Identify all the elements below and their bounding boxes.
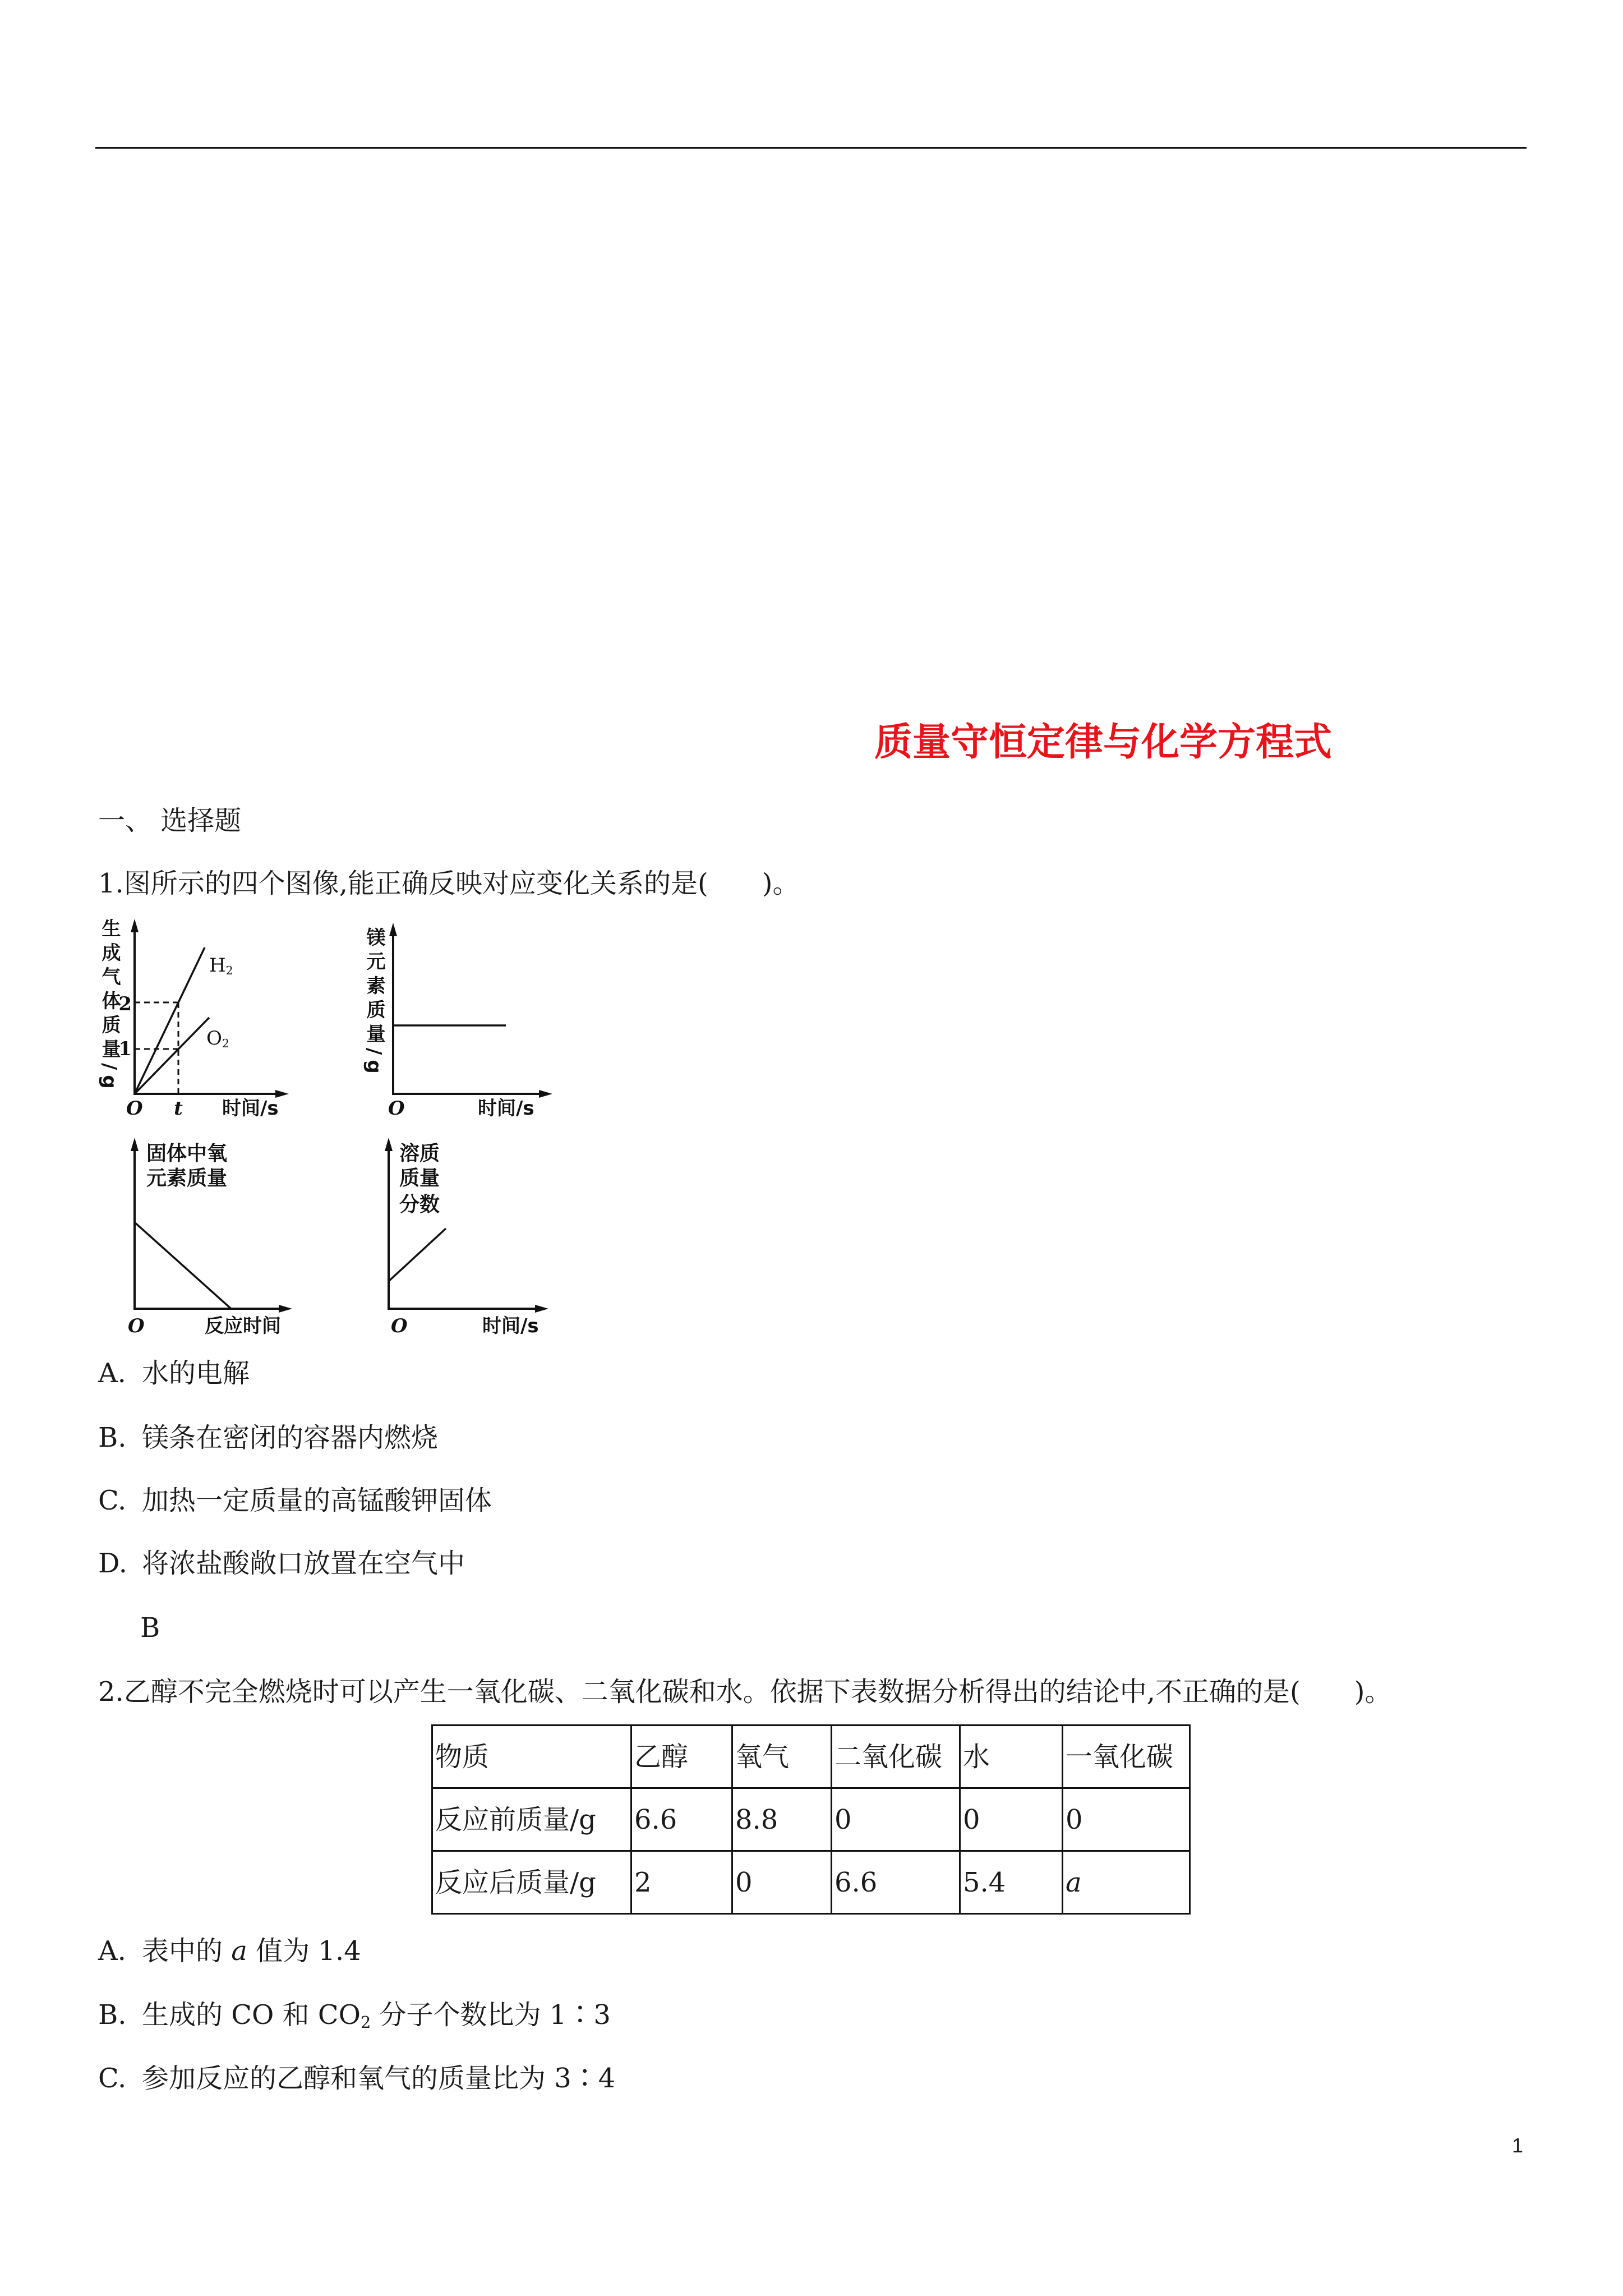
graph-4-y-label-line: 溶质 <box>399 1142 440 1165</box>
question-2-option-c <box>98 2062 615 2095</box>
option-text: 表中的 <box>142 1935 232 1967</box>
question-1-figure <box>84 909 578 1346</box>
graph-1 <box>131 919 289 1098</box>
table-header-cell: 氧气 <box>732 1726 832 1788</box>
table-cell: 反应前质量/g <box>432 1788 631 1851</box>
graph-2-y-arrow <box>389 923 397 936</box>
question-1-answer: B <box>140 1612 160 1644</box>
series-name: O <box>206 1027 222 1050</box>
table-header-cell: 一氧化碳 <box>1063 1726 1190 1788</box>
question-1-option-b <box>98 1421 438 1455</box>
graph-4-y-arrow <box>385 1138 393 1151</box>
graph-2 <box>389 923 552 1098</box>
graph-2-x-label: 时间/s <box>478 1097 534 1120</box>
question-1-option-d <box>98 1547 465 1580</box>
question-1-option-c <box>98 1484 492 1517</box>
graph-3-origin: O <box>128 1315 145 1337</box>
table-header-cell: 水 <box>960 1726 1063 1788</box>
table-cell: 0 <box>732 1851 832 1914</box>
table-header-cell: 二氧化碳 <box>832 1726 960 1788</box>
table-cell: a <box>1063 1851 1190 1914</box>
table-row <box>432 1788 1190 1851</box>
graph-2-origin: O <box>388 1097 405 1120</box>
question-2-option-b <box>98 1998 611 2032</box>
graph-1-series-label-o2 <box>206 1027 229 1050</box>
table-cell: 0 <box>960 1788 1063 1851</box>
table-row <box>432 1851 1190 1914</box>
option-label: B. <box>98 1422 127 1453</box>
question-1-option-a <box>98 1356 250 1390</box>
table-header-cell: 乙醇 <box>631 1726 732 1788</box>
option-text: 将浓盐酸敞口放置在空气中 <box>142 1548 465 1579</box>
graph-1-x-label: 时间/s <box>222 1097 279 1120</box>
graph-4-increasing-line <box>389 1228 446 1281</box>
option-label: A. <box>98 1935 126 1967</box>
graph-4-origin: O <box>391 1315 408 1337</box>
table-header-cell: 物质 <box>432 1726 631 1788</box>
question-2-option-a <box>98 1934 361 1968</box>
question-2-stem: 2.乙醇不完全燃烧时可以产生一氧化碳、二氧化碳和水。依据下表数据分析得出的结论中,不正确的是( )。 <box>98 1676 1392 1708</box>
option-subscript: 2 <box>360 2013 371 2032</box>
graph-4-y-label-line: 分数 <box>399 1193 440 1216</box>
series-name: H <box>209 954 226 977</box>
option-label: D. <box>98 1548 128 1579</box>
graph-4-x-label: 时间/s <box>482 1315 539 1337</box>
table-cell: 0 <box>832 1788 960 1851</box>
graph-1-h2-line <box>135 947 205 1094</box>
table-cell: 6.6 <box>832 1851 960 1914</box>
option-text: 水的电解 <box>142 1358 250 1389</box>
graph-1-y-tick: 2 <box>118 993 132 1015</box>
graph-3-y-label-line: 元素质量 <box>146 1167 228 1190</box>
graph-4-y-label-line: 质量 <box>399 1167 440 1190</box>
graph-1-series-label-h2 <box>209 954 233 977</box>
table-cell: 0 <box>1063 1788 1190 1851</box>
option-label: C. <box>98 1485 127 1516</box>
series-subscript: 2 <box>222 1037 229 1051</box>
table-cell: 6.6 <box>631 1788 732 1851</box>
table-cell: 5.4 <box>960 1851 1063 1914</box>
option-label: C. <box>98 2063 127 2094</box>
graph-1-y-arrow <box>131 919 139 932</box>
question-1-stem: 1.图所示的四个图像,能正确反映对应变化关系的是( )。 <box>98 868 800 899</box>
graph-3-decreasing-line <box>135 1222 231 1309</box>
option-label: A. <box>98 1358 126 1389</box>
table-cell: 反应后质量/g <box>432 1851 631 1914</box>
header-rule <box>95 147 1527 149</box>
graph-1-y-tick: 1 <box>118 1038 132 1060</box>
option-text: 值为 1.4 <box>247 1935 361 1967</box>
graph-3-x-label: 反应时间 <box>205 1315 281 1337</box>
graph-1-origin: O <box>126 1097 143 1120</box>
section-heading: 一、 选择题 <box>98 805 242 836</box>
graph-4-x-arrow <box>535 1305 548 1313</box>
graph-2-y-label: 镁元素质量/g <box>363 927 385 1079</box>
graph-1-x-tick: t <box>174 1097 183 1120</box>
figure-graphics <box>84 909 578 1346</box>
option-label: B. <box>98 1999 127 2031</box>
page-title: 质量守恒定律与化学方程式 <box>874 720 1332 765</box>
table-cell: 8.8 <box>732 1788 832 1851</box>
option-text: 镁条在密闭的容器内燃烧 <box>142 1422 439 1453</box>
graph-3-x-arrow <box>279 1305 292 1313</box>
series-subscript: 2 <box>225 964 233 978</box>
graph-1-x-arrow <box>275 1090 289 1098</box>
graph-1-y-label: 生成气体质量/g <box>98 918 121 1094</box>
option-text: 生成的 CO 和 CO <box>142 1999 361 2031</box>
data-table <box>431 1724 1191 1915</box>
graph-1-o2-line <box>135 1018 209 1094</box>
graph-3-y-arrow <box>131 1138 139 1151</box>
option-variable: a <box>231 1935 247 1967</box>
option-text: 参加反应的乙醇和氧气的质量比为 3∶4 <box>142 2063 616 2094</box>
page-number: 1 <box>1512 2134 1524 2157</box>
graph-3-y-label-line: 固体中氧 <box>146 1142 228 1165</box>
table-header-row <box>432 1726 1190 1788</box>
option-text: 分子个数比为 1∶3 <box>371 1999 611 2031</box>
option-text: 加热一定质量的高锰酸钾固体 <box>142 1485 492 1516</box>
graph-2-x-arrow <box>539 1090 552 1098</box>
table-cell: 2 <box>631 1851 732 1914</box>
